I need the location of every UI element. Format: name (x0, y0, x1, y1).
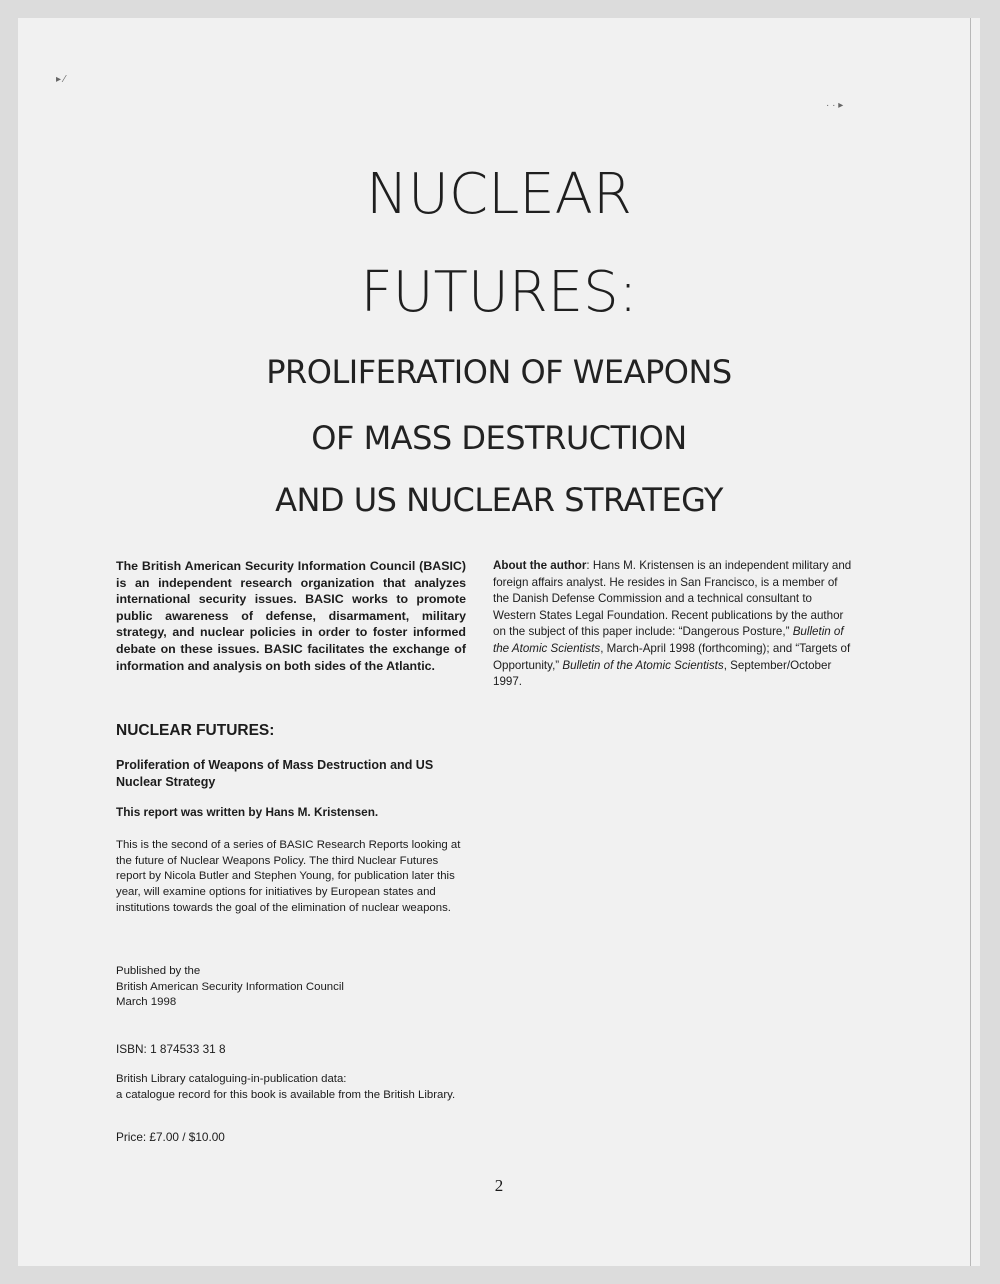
series-paragraph: This is the second of a series of BASIC Research Reports looking at the future of Nuclear Weapons Policy. The third Nuclear Futures report by Nicola Butler and Stephen Young, for publication later this year, will examine options for initiatives by European states and institutions towards the goal of the elimination of nuclear weapons. (116, 839, 461, 914)
report-subheading: Proliferation of Weapons of Mass Destruction and US Nuclear Strategy (116, 758, 434, 789)
report-heading: NUCLEAR FUTURES: (116, 722, 275, 739)
report-author-line: This report was written by Hans M. Kristensen. (116, 805, 379, 819)
journal-title: Bulletin of the Atomic Scientists (493, 625, 844, 655)
journal-title: Bulletin of the Atomic Scientists (562, 658, 724, 672)
publisher-block (116, 964, 466, 1011)
subtitle-line1: PROLIFERATION OF WEAPONS (266, 353, 732, 391)
document-page (18, 18, 980, 1266)
main-title-line1: NUCLEAR (366, 162, 632, 227)
published-by-line: Published by the (116, 965, 201, 977)
subtitle-line3: AND US NUCLEAR STRATEGY (275, 481, 723, 519)
catalog-line2: a catalogue record for this book is available from the British Library. (116, 1088, 456, 1101)
about-author-label: About the author (493, 559, 587, 572)
price-line: Price: £7.00 / $10.00 (116, 1130, 225, 1144)
about-author-paragraph (493, 558, 853, 691)
page-number: 2 (494, 1176, 504, 1195)
scan-speck: ▸ ⁄ (56, 74, 66, 85)
about-author-text: : Hans M. Kristensen is an independent military and foreign affairs analyst. He resides in San Francisco, is a member of the Danish Defense Commission and a technical consultant to Western States Legal Foundation. Recent publications by the author on the subject of this paper include: “Dangerous Posture,” (493, 559, 852, 639)
isbn-line: ISBN: 1 874533 31 8 (116, 1042, 226, 1056)
subtitle-line2: OF MASS DESTRUCTION (311, 419, 687, 457)
basic-intro-paragraph: The British American Security Information Council (BASIC) is an independent research organization that analyzes international security issues. BASIC works to promote public awareness of defense, disarmament, military strategy, and nuclear policies in order to foster informed debate on these issues. BASIC facilitates the exchange of information and analysis on both sides of the Atlantic. (116, 559, 466, 673)
catalog-line1: British Library cataloguing-in-publication data: (116, 1073, 347, 1085)
about-author-text: , September/October 1997. (493, 658, 832, 689)
main-title-line2: FUTURES: (360, 260, 638, 325)
catalog-block (116, 1072, 461, 1103)
publication-date: March 1998 (116, 996, 177, 1009)
about-author-text: , March-April 1998 (forthcoming); and “Targets of Opportunity,” (493, 641, 851, 672)
publisher-name: British American Security Information Council (116, 980, 344, 993)
scan-speck: · · ▸ (826, 100, 844, 111)
